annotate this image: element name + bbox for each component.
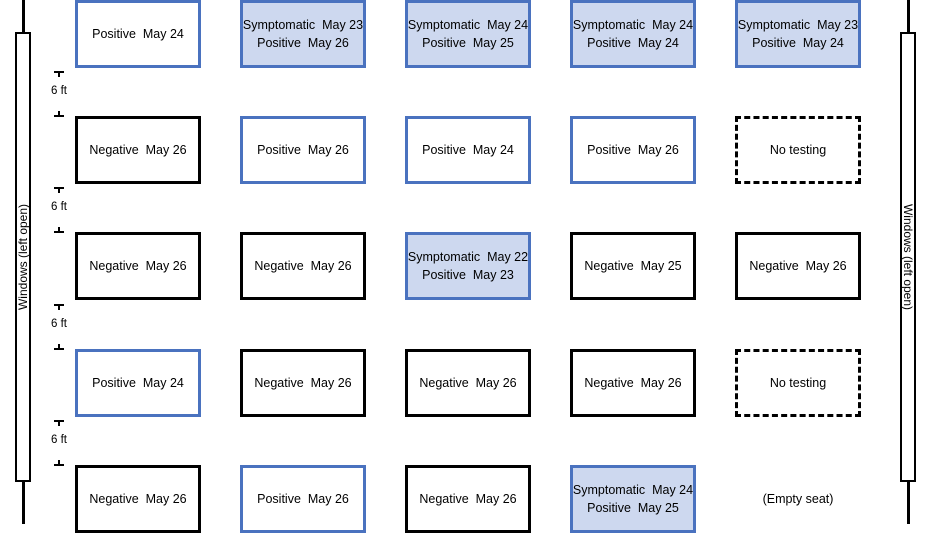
desk-label: Negative May 26 bbox=[254, 259, 352, 273]
spacing-tick bbox=[54, 348, 64, 350]
desk-symptomatic bbox=[405, 232, 531, 300]
desk-positive bbox=[570, 116, 696, 184]
spacing-stem bbox=[58, 187, 60, 193]
spacing-tick bbox=[54, 231, 64, 233]
desk-label: Negative May 26 bbox=[584, 376, 682, 390]
desk-label: Negative May 26 bbox=[419, 492, 517, 506]
spacing-label: 6 ft bbox=[51, 434, 67, 446]
desk-label: Positive May 25 bbox=[422, 36, 514, 50]
desk-label: Symptomatic May 23 bbox=[737, 18, 859, 32]
desk-label: Negative May 26 bbox=[419, 376, 517, 390]
desk-label: (Empty seat) bbox=[762, 492, 834, 506]
desk-positive bbox=[240, 465, 366, 533]
desk-symptomatic bbox=[240, 0, 366, 68]
desk-positive bbox=[75, 349, 201, 417]
desk-symptomatic bbox=[570, 0, 696, 68]
desk-negative bbox=[240, 232, 366, 300]
spacing-label: 6 ft bbox=[51, 318, 67, 330]
desk-positive bbox=[240, 116, 366, 184]
desk-label: Positive May 26 bbox=[257, 143, 349, 157]
spacing-label: 6 ft bbox=[51, 201, 67, 213]
desk-label: Positive May 24 bbox=[422, 143, 514, 157]
desk-label: Symptomatic May 24 bbox=[407, 18, 529, 32]
desk-negative bbox=[570, 232, 696, 300]
desk-negative bbox=[75, 232, 201, 300]
desk-empty bbox=[735, 465, 861, 533]
desk-negative bbox=[570, 349, 696, 417]
desk-negative bbox=[405, 465, 531, 533]
right-windows-label: Windows (left open) bbox=[901, 203, 915, 311]
spacing-label: 6 ft bbox=[51, 85, 67, 97]
desk-label: Negative May 26 bbox=[749, 259, 847, 273]
desk-label: Positive May 23 bbox=[422, 268, 514, 282]
spacing-tick bbox=[54, 115, 64, 117]
desk-label: Positive May 24 bbox=[752, 36, 844, 50]
desk-label: Symptomatic May 22 bbox=[407, 250, 529, 264]
spacing-tick bbox=[54, 464, 64, 466]
desk-negative bbox=[240, 349, 366, 417]
desk-negative bbox=[75, 465, 201, 533]
desk-label: Negative May 26 bbox=[89, 143, 187, 157]
desk-label: Symptomatic May 23 bbox=[242, 18, 364, 32]
desk-symptomatic bbox=[570, 465, 696, 533]
desk-label: Symptomatic May 24 bbox=[572, 18, 694, 32]
desk-positive bbox=[405, 116, 531, 184]
desk-label: Positive May 26 bbox=[257, 492, 349, 506]
desk-positive bbox=[75, 0, 201, 68]
desk-label: Positive May 25 bbox=[587, 501, 679, 515]
left-windows-label: Windows (left open) bbox=[16, 203, 30, 311]
desk-label: Negative May 26 bbox=[89, 492, 187, 506]
desk-symptomatic bbox=[405, 0, 531, 68]
spacing-stem bbox=[58, 304, 60, 310]
desk-label: Negative May 26 bbox=[254, 376, 352, 390]
row-spacing-marker bbox=[44, 420, 74, 466]
desk-symptomatic bbox=[735, 0, 861, 68]
desk-label: Positive May 24 bbox=[92, 376, 184, 390]
desk-label: No testing bbox=[769, 143, 827, 157]
desk-negative bbox=[735, 232, 861, 300]
spacing-stem bbox=[58, 71, 60, 77]
row-spacing-marker bbox=[44, 187, 74, 233]
desk-label: Negative May 26 bbox=[89, 259, 187, 273]
desk-negative bbox=[405, 349, 531, 417]
right-windows bbox=[900, 32, 916, 482]
desk-label: No testing bbox=[769, 376, 827, 390]
desk-none bbox=[735, 116, 861, 184]
desk-none bbox=[735, 349, 861, 417]
desk-label: Positive May 26 bbox=[587, 143, 679, 157]
desk-label: Positive May 24 bbox=[92, 27, 184, 41]
desk-label: Negative May 25 bbox=[584, 259, 682, 273]
desk-negative bbox=[75, 116, 201, 184]
desk-label: Positive May 26 bbox=[257, 36, 349, 50]
desk-label: Positive May 24 bbox=[587, 36, 679, 50]
desk-label: Symptomatic May 24 bbox=[572, 483, 694, 497]
left-windows bbox=[15, 32, 31, 482]
row-spacing-marker bbox=[44, 304, 74, 350]
spacing-stem bbox=[58, 420, 60, 426]
row-spacing-marker bbox=[44, 71, 74, 117]
